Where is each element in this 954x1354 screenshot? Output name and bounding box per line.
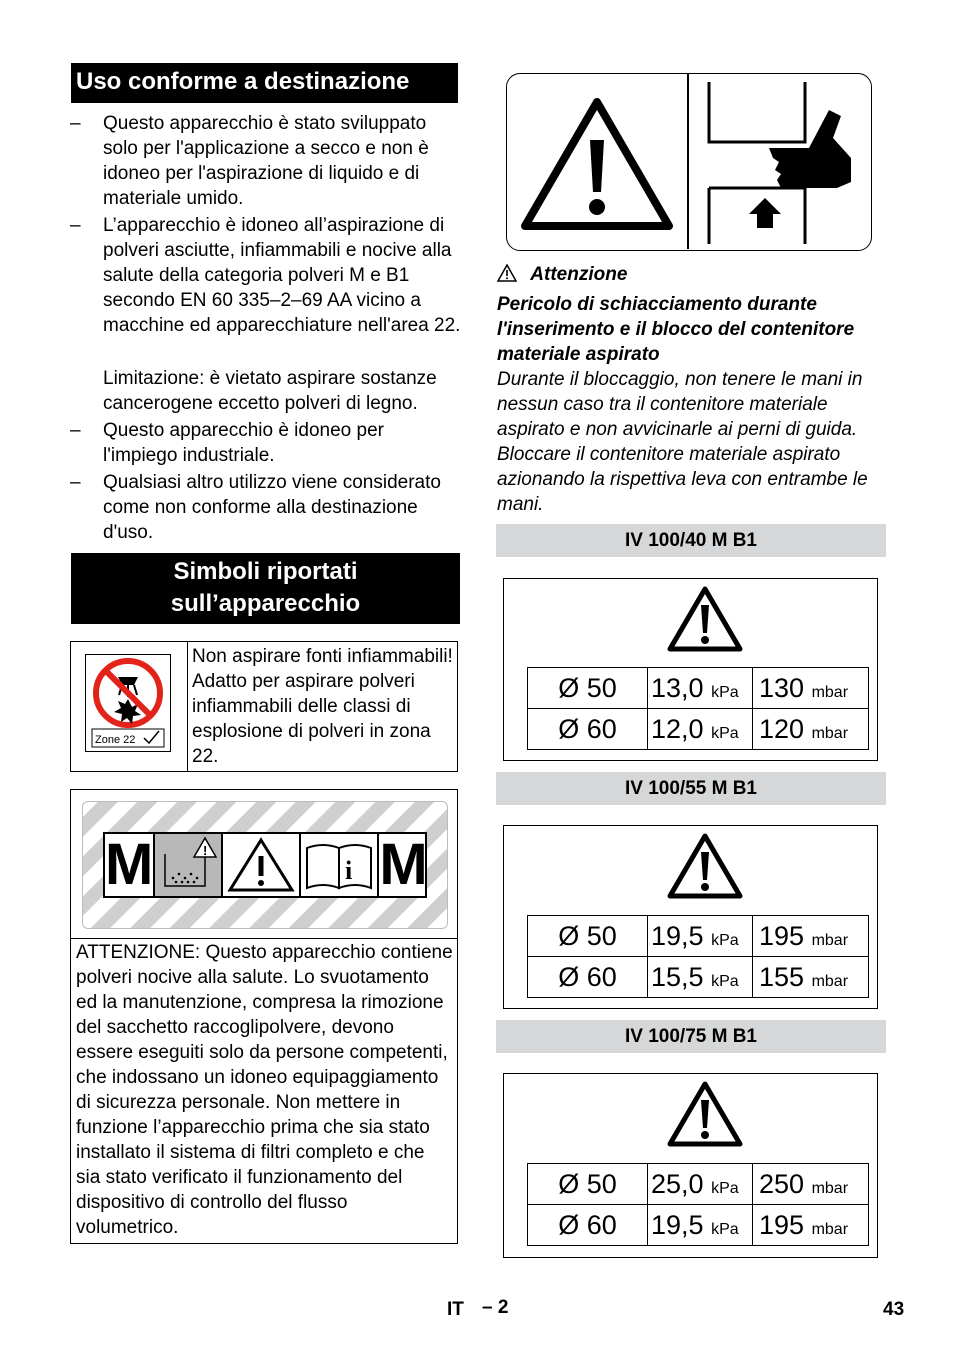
diameter-cell: Ø 50 [528,1164,648,1205]
mbar-unit: mbar [811,1179,849,1197]
model-header: IV 100/55 M B1 [496,772,886,805]
warning-triangle-icon [665,830,745,902]
kpa-unit: kPa [711,683,739,701]
diameter-cell: Ø 60 [528,1205,648,1246]
attention-heading [497,264,627,288]
kpa-value: 19,5 [651,1209,704,1240]
footer-language: IT [447,1299,464,1320]
mbar-value: 195 [759,1209,805,1240]
warning-triangle-icon [223,834,301,896]
warning-triangle-icon [497,264,517,282]
mbar-unit: mbar [811,1220,849,1238]
dash: – [70,472,81,493]
kpa-value: 15,5 [651,961,704,992]
m-class-left: M [105,832,154,897]
dash: – [70,215,81,236]
list-item-text: Qualsiasi altro utilizzo viene considerato come non conforme alla destinazione d'uso. [103,472,441,543]
diameter-cell: Ø 50 [528,668,648,709]
danger-triangle-icon [517,94,677,234]
table-row [528,1205,869,1246]
kpa-cell [648,1205,753,1246]
mbar-unit: mbar [811,683,849,701]
kpa-unit: kPa [711,724,739,742]
kpa-unit: kPa [711,1179,739,1197]
mbar-value: 195 [759,920,805,951]
mbar-unit: mbar [811,931,849,949]
section-title-intended-use: Uso conforme a destinazione [71,63,458,103]
model-header: IV 100/75 M B1 [496,1020,886,1053]
dust-class-label [82,801,448,929]
kpa-cell [648,1164,753,1205]
vacuum-spec-panel [503,578,878,761]
kpa-cell [648,709,753,750]
diameter-cell: Ø 60 [528,709,648,750]
dash: – [70,420,81,441]
kpa-value: 12,0 [651,713,704,744]
diameter-cell: Ø 50 [528,916,648,957]
mbar-value: 120 [759,713,805,744]
dust-hazard-icon [155,834,223,896]
kpa-value: 13,0 [651,672,704,703]
kpa-cell [648,668,753,709]
mbar-cell [753,916,869,957]
mbar-cell [753,668,869,709]
mbar-value: 250 [759,1168,805,1199]
kpa-value: 19,5 [651,920,704,951]
zone22-description: Non aspirare fonti infiammabili! Adatto per aspirare polveri infiammabili delle classi di esplosione di polveri in zona 22. [192,646,453,767]
table-row [528,668,869,709]
info-letter: i [345,856,353,885]
table-row [528,957,869,998]
vacuum-spec-table [527,667,869,750]
mbar-cell [753,709,869,750]
attention-label: Attenzione [530,264,628,285]
section-title-line: Simboli riportati [173,558,358,585]
kpa-value: 25,0 [651,1168,704,1199]
footer-subpage: – 2 [482,1297,509,1318]
mbar-unit: mbar [811,972,849,990]
mbar-unit: mbar [811,724,849,742]
manual-info-icon [301,834,379,896]
mbar-value: 155 [759,961,805,992]
dash: – [70,113,81,134]
warning-triangle-icon [665,1078,745,1150]
vacuum-spec-panel [503,825,878,1009]
crush-warning-pictogram [506,73,872,251]
dust-warning-text: ATTENZIONE: Questo apparecchio contiene polveri nocive alla salute. Lo svuotamento ed la manutenzione, compresa la rimozione del sacchetto raccoglipolvere, devono essere eseguiti solo da persone competenti, che indossano un idoneo equipaggiamento di sicurezza personale. Non mettere in funzione l’apparecchio prima che sia stato installato il sistema di filtri completo e che sia stato verificato il funzionamento del dispositivo di controllo del flusso volumetrico. [76,942,453,1238]
mbar-cell [753,1164,869,1205]
section-title-symbols [71,553,460,624]
kpa-cell [648,916,753,957]
limitation-text: Limitazione: è vietato aspirare sostanze cancerogene eccetto polveri di legno. [103,368,437,414]
mbar-cell [753,1205,869,1246]
hand-crush-icon [697,80,867,250]
zone22-symbol-table [70,641,458,772]
vacuum-spec-table [527,915,869,998]
vacuum-spec-table [527,1163,869,1246]
kpa-unit: kPa [711,931,739,949]
diameter-cell: Ø 60 [528,957,648,998]
svg-text:!: ! [203,843,208,858]
list-item-text: L’apparecchio è idoneo all’aspirazione di polveri asciutte, infiammabili e nocive alla salute della categoria polveri M e B1 secondo EN 60 335–2–69 AA vicino a macchine ed apparecchiature nell'area 22. [103,215,461,336]
table-row [528,916,869,957]
vacuum-spec-panel [503,1073,878,1258]
list-item-text: Questo apparecchio è idoneo per l'impiego industriale. [103,420,384,466]
kpa-unit: kPa [711,972,739,990]
table-row [528,1164,869,1205]
mbar-cell [753,957,869,998]
dust-class-m-table [70,789,458,1244]
list-item-text: Questo apparecchio è stato sviluppato solo per l'applicazione a secco e non è idoneo per l'aspirazione di liquido e di materiale umido. [103,113,429,209]
no-ignition-sign [85,654,171,752]
warning-triangle-icon [665,583,745,655]
table-row [528,709,869,750]
page-number: 43 [883,1299,905,1320]
mbar-value: 130 [759,672,805,703]
section-title-line: sull’apparecchio [170,590,361,617]
zone-label: Zone 22 [95,734,136,746]
m-class-right: M [379,832,428,897]
model-header: IV 100/40 M B1 [496,524,886,557]
danger-text: Durante il bloccaggio, non tenere le mani in nessun caso tra il contenitore materiale aspirato e non avvicinarle ai perni di guida. Bloccare il contenitore materiale aspirato azionando la rispettiva leva con entrambe le mani. [497,369,868,515]
kpa-unit: kPa [711,1220,739,1238]
no-fire-icon [86,655,170,751]
kpa-cell [648,957,753,998]
danger-title: Pericolo di schiacciamento durante l'inserimento e il blocco del contenitore materiale aspirato [497,294,855,365]
